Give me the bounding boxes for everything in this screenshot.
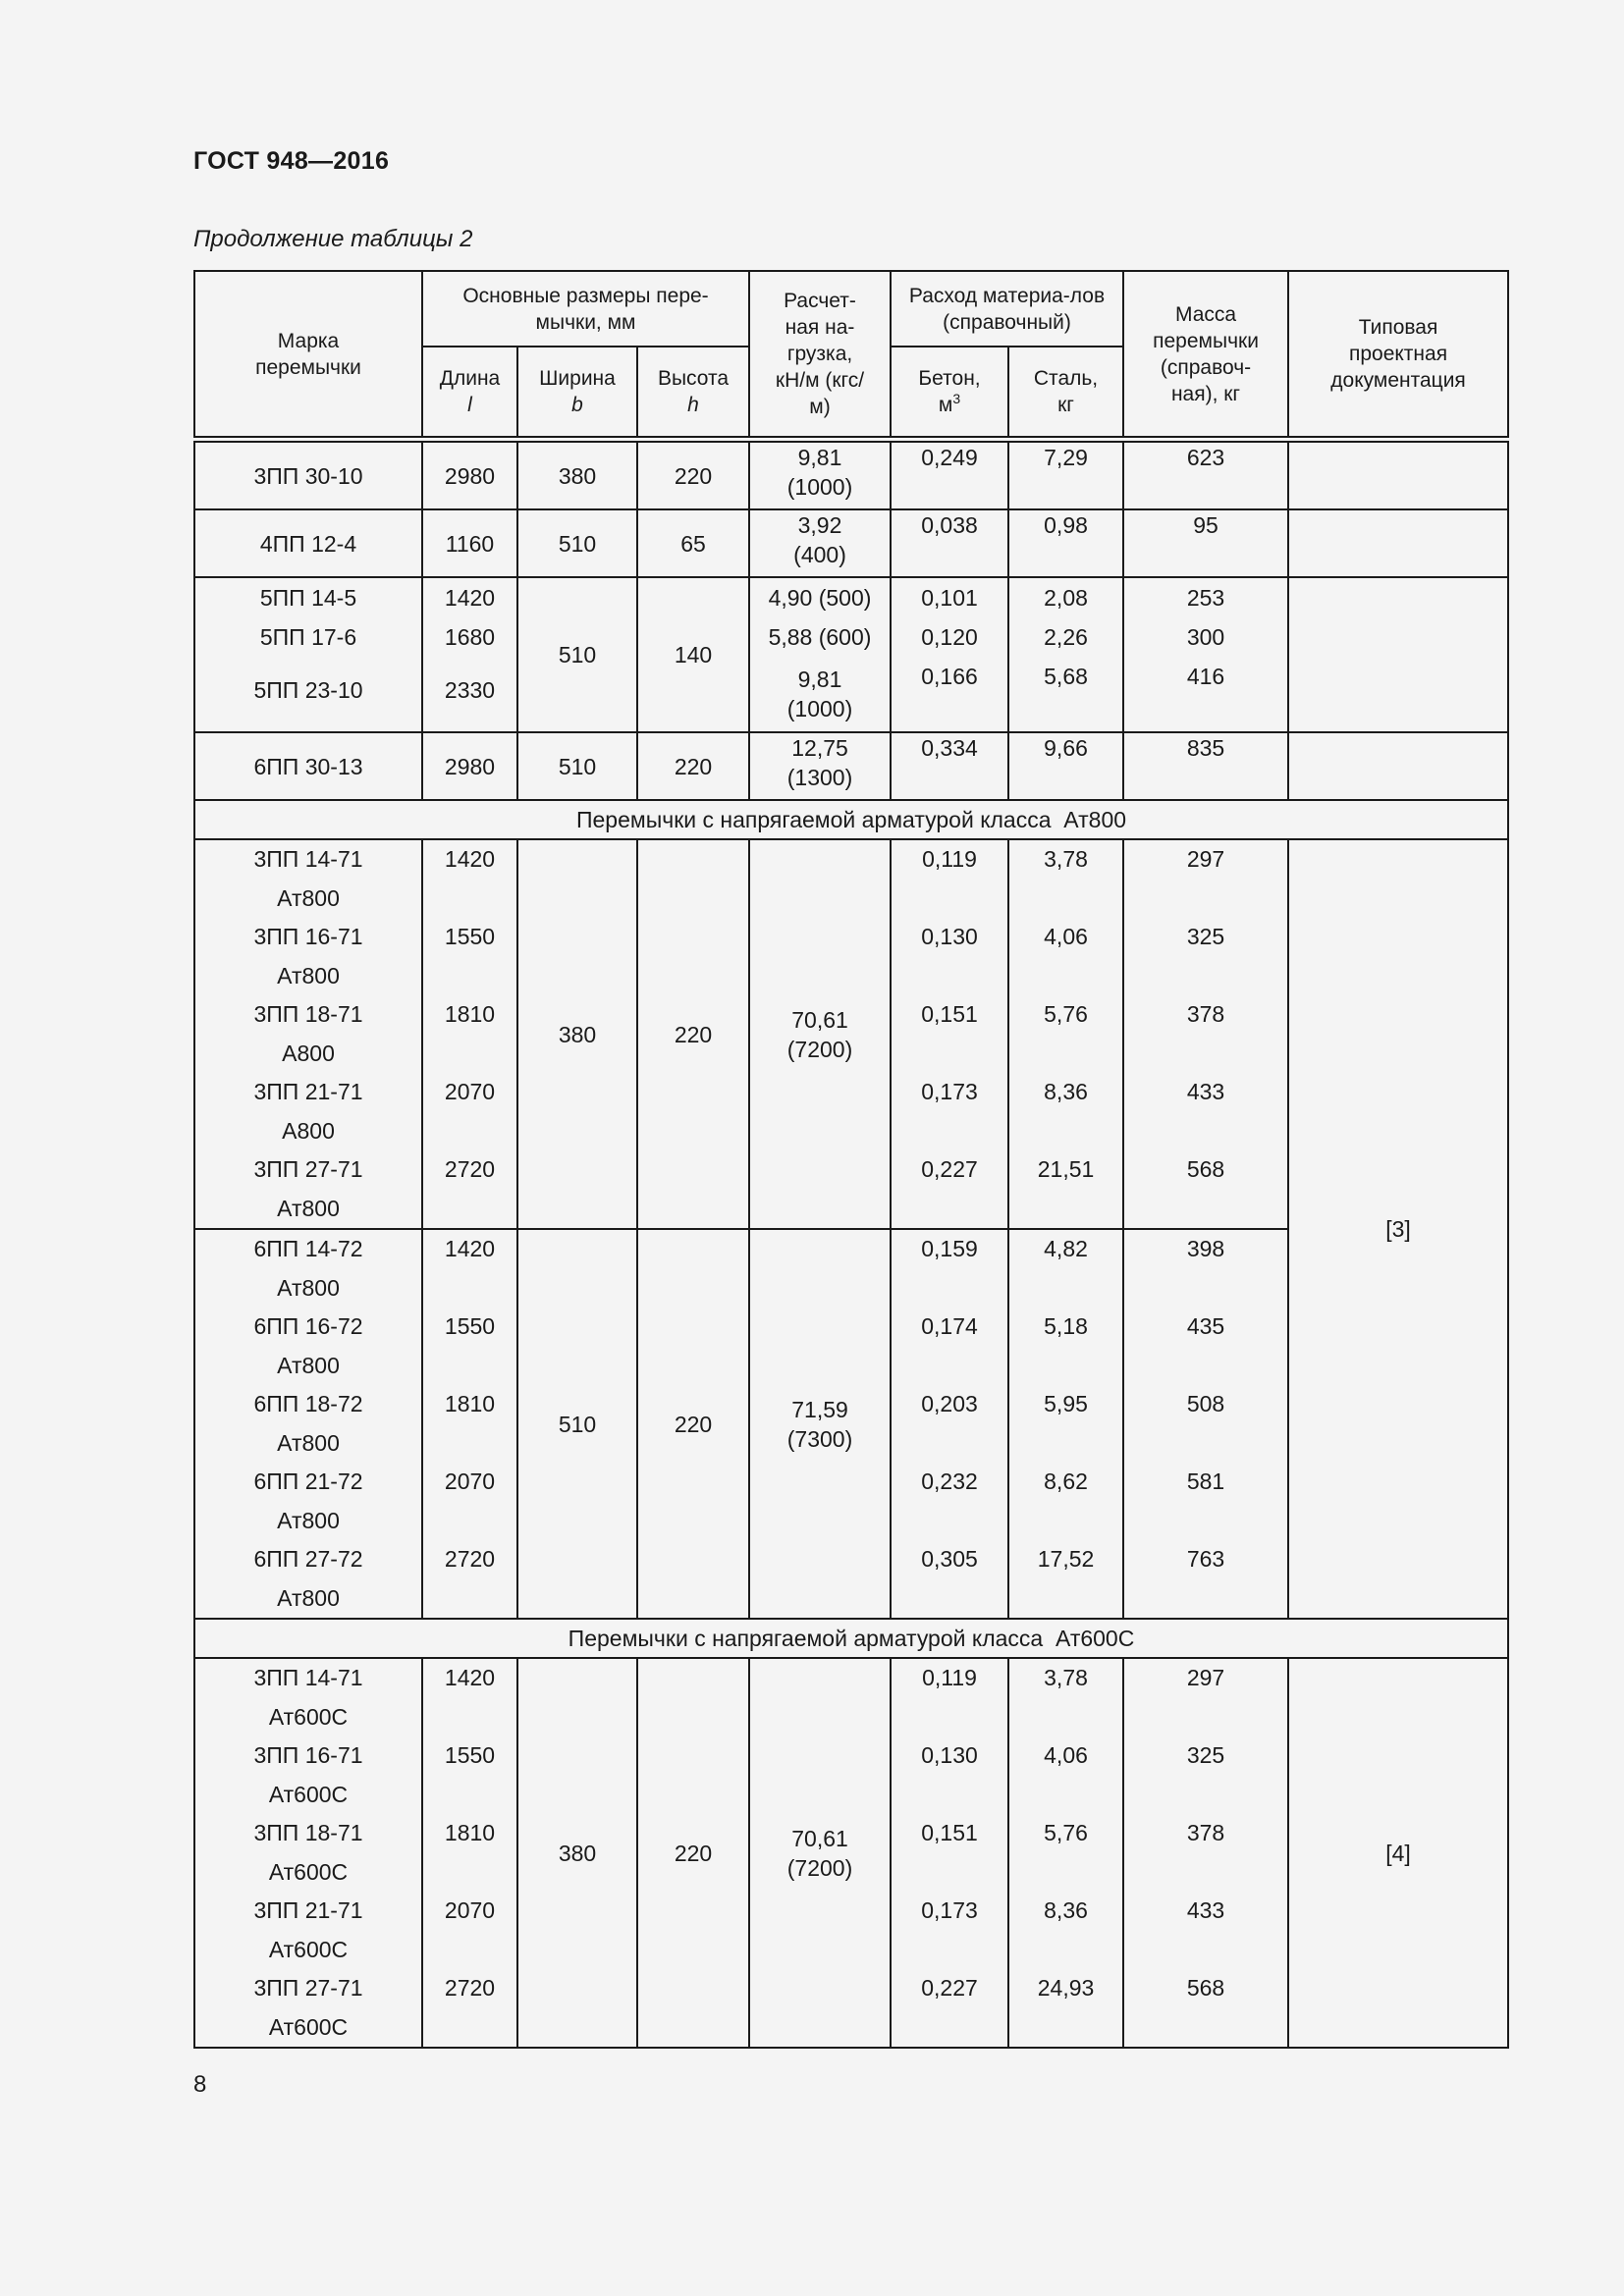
table-row: 3ПП 14-71 Ат600С 3ПП 16-71 Ат600С 3ПП 18-71 Ат600С 3ПП 21-71 Ат600С 3ПП 27-71 Ат600С 1420 1550 1810 2070 2720 380 220 70,61 (7200) 0,119 0,130 0,151 0,173 0,227 3,78 4,06 5,76 8,36 24,93 297 325 378 433 568 [4] <box>194 1658 1508 2048</box>
table-row: 5ПП 14-5 5ПП 17-6 5ПП 23-10 1420 1680 2330 510 140 4,90 (500) 5,88 (600) 9,81 (1000) 0,101 0,120 0,166 2,08 2,26 5,68 253 300 416 <box>194 577 1508 732</box>
header-length: Длина l <box>422 347 517 440</box>
header-mark: Марка перемычки <box>194 271 422 440</box>
section-row <box>194 1619 1508 1658</box>
header-mass: Масса перемычки (справоч-ная), кг <box>1123 271 1288 440</box>
header-height: Высота h <box>637 347 749 440</box>
table-row: 3ПП 14-71 Ат800 3ПП 16-71 Ат800 3ПП 18-71 А800 3ПП 21-71 А800 3ПП 27-71 Ат800 1420 1550 1810 2070 2720 380 220 70,61 (7200) 0,119 0,130 0,151 0,173 0,227 3,78 4,06 5,76 8,36 21,51 297 325 378 433 568 [3] <box>194 839 1508 1229</box>
doc-ref-at600c: [4] <box>1288 1658 1508 2048</box>
section-title-at600c: Перемычки с напрягаемой арматурой класса Ат600С <box>194 1619 1508 1658</box>
header-concrete: Бетон, $м^3$ <box>891 347 1008 440</box>
table-row: 6ПП 30-13 2980 510 220 12,75 (1300) 0,334 9,66 835 <box>194 732 1508 800</box>
header-steel: Сталь, кг <box>1008 347 1123 440</box>
table-row: 3ПП 30-10 2980 380 220 9,81 (1000) 0,249 7,29 623 <box>194 440 1508 510</box>
document-header: ГОСТ 948—2016 <box>193 147 390 175</box>
header-docs: Типовая проектная документация <box>1288 271 1508 440</box>
header-load: Расчет-ная на-грузка, кН/м (кгс/м) <box>749 271 891 440</box>
table-row: 6ПП 14-72 Ат800 6ПП 16-72 Ат800 6ПП 18-72 Ат800 6ПП 21-72 Ат800 6ПП 27-72 Ат800 1420 1550 1810 2070 2720 510 220 71,59 (7300) 0,159 0,174 0,203 0,232 0,305 4,82 5,18 5,95 8,62 17,52 398 435 508 581 763 <box>194 1229 1508 1619</box>
lintel-table <box>193 270 1509 2049</box>
header-dimensions: Основные размеры пере-мычки, мм <box>422 271 749 347</box>
section-title-at800: Перемычки с напрягаемой арматурой класса Ат800 <box>194 800 1508 839</box>
table-row: 4ПП 12-4 1160 510 65 3,92 (400) 0,038 0,98 95 <box>194 509 1508 577</box>
section-row <box>194 800 1508 839</box>
page-number: 8 <box>193 2071 207 2098</box>
doc-ref-at800: [3] <box>1288 839 1508 1619</box>
table-caption: Продолжение таблицы 2 <box>193 226 473 252</box>
header-consumption: Расход материа-лов (справочный) <box>891 271 1123 347</box>
header-width: Ширина b <box>517 347 637 440</box>
